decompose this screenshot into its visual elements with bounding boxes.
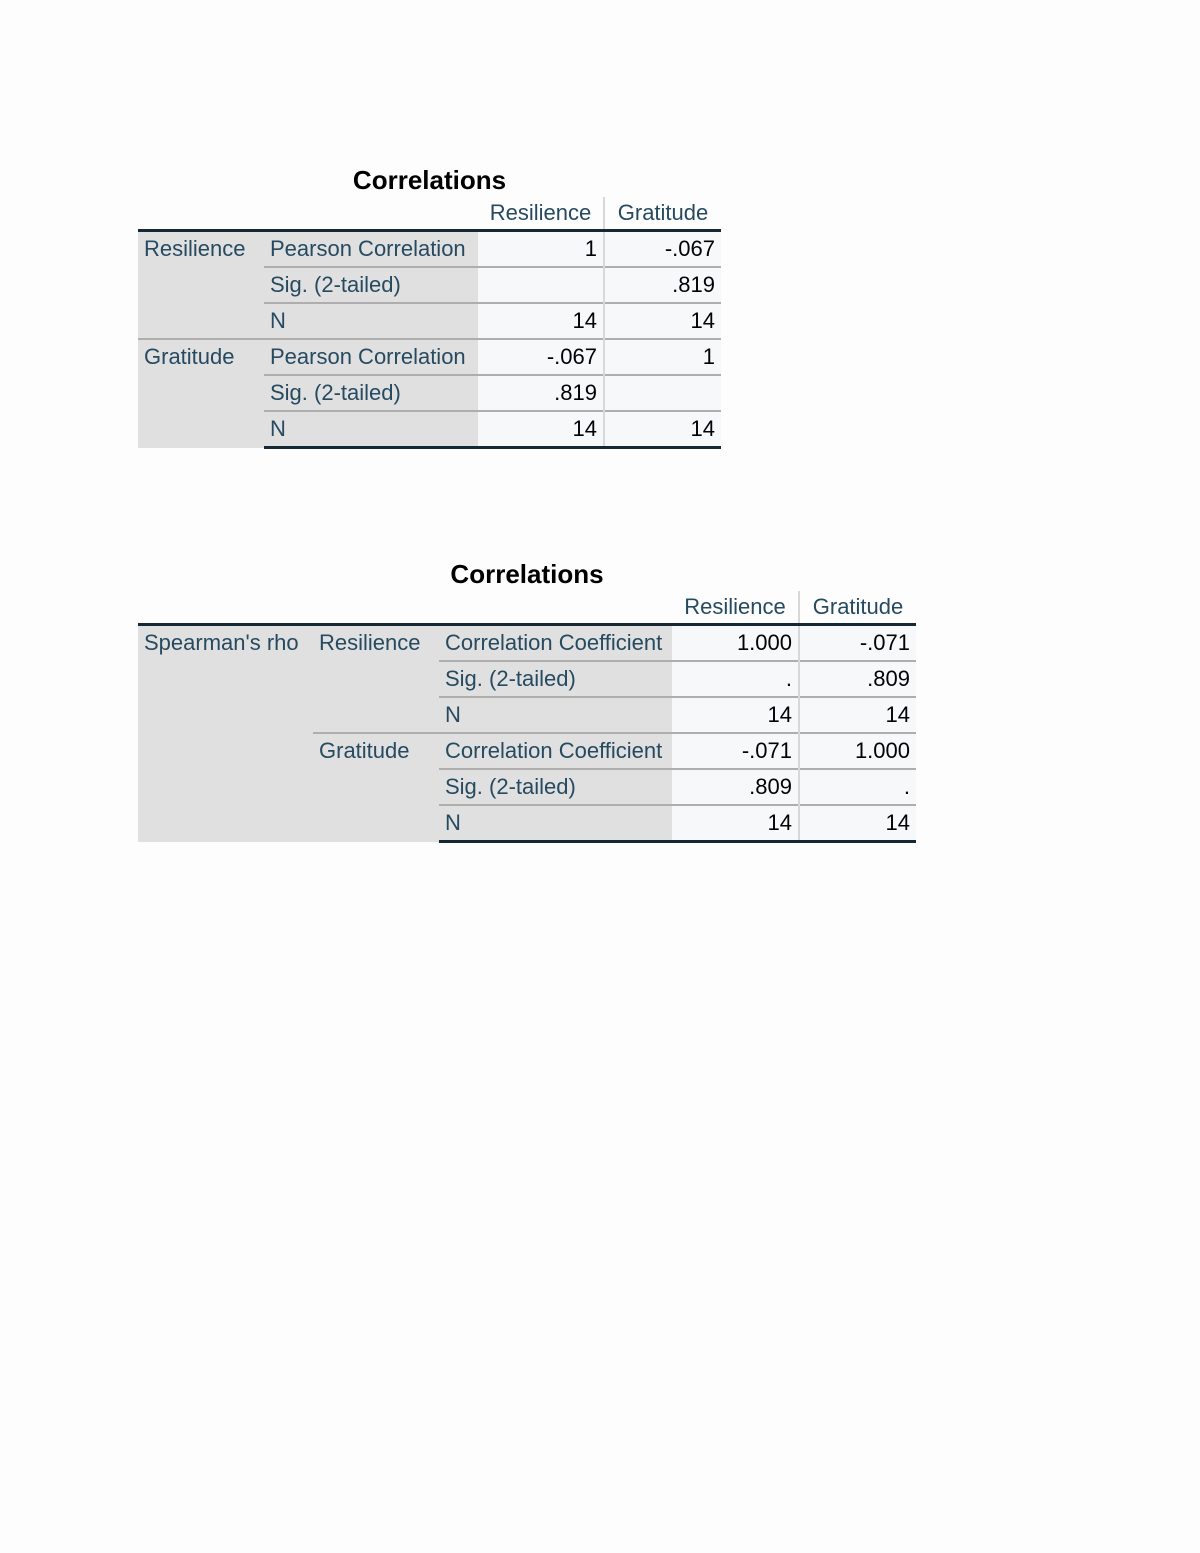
method-label: Spearman's rho (138, 625, 313, 842)
spearman-table (138, 591, 916, 843)
stat-label: N (439, 805, 672, 842)
stat-label: N (264, 411, 478, 448)
stat-label: N (439, 697, 672, 733)
stat-label: Correlation Coefficient (439, 733, 672, 769)
cell-value: 1.000 (799, 733, 916, 769)
cell-value: 14 (799, 805, 916, 842)
header-corner (138, 197, 478, 231)
header-row (138, 197, 721, 231)
header-corner (138, 591, 672, 625)
cell-value (604, 375, 721, 411)
header-row (138, 591, 916, 625)
stat-label: Sig. (2-tailed) (264, 375, 478, 411)
cell-value: 14 (478, 411, 604, 448)
stat-label: Pearson Correlation (264, 231, 478, 268)
table-title: Correlations (352, 165, 507, 195)
cell-value: . (799, 769, 916, 805)
cell-value: -.071 (799, 625, 916, 662)
cell-value: 1 (604, 339, 721, 375)
col-header-resilience: Resilience (684, 594, 786, 619)
cell-value: 1.000 (672, 625, 799, 662)
stat-label: Sig. (2-tailed) (264, 267, 478, 303)
pearson-table (138, 197, 721, 449)
table-row (138, 231, 721, 268)
row-group-label: Gratitude (138, 339, 264, 448)
cell-value: -.067 (478, 339, 604, 375)
cell-value: 14 (478, 303, 604, 339)
cell-value: 14 (672, 697, 799, 733)
pearson-correlations-table (138, 165, 721, 449)
row-group-label: Resilience (138, 231, 264, 340)
cell-value: 14 (604, 411, 721, 448)
spearman-correlations-table (138, 559, 916, 843)
stat-label: Correlation Coefficient (439, 625, 672, 662)
cell-value: .809 (672, 769, 799, 805)
cell-value: .809 (799, 661, 916, 697)
cell-value: -.067 (604, 231, 721, 268)
col-header-gratitude: Gratitude (799, 591, 916, 625)
row-group-label: Resilience (313, 625, 439, 734)
table-row (138, 625, 916, 662)
stat-label: Sig. (2-tailed) (439, 661, 672, 697)
cell-value: 14 (799, 697, 916, 733)
cell-value: -.071 (672, 733, 799, 769)
cell-value: .819 (478, 375, 604, 411)
row-group-label: Gratitude (313, 733, 439, 842)
cell-value: 14 (604, 303, 721, 339)
cell-value: . (672, 661, 799, 697)
stat-label: Sig. (2-tailed) (439, 769, 672, 805)
cell-value: 14 (672, 805, 799, 842)
col-header-resilience: Resilience (489, 200, 592, 225)
cell-value (478, 267, 604, 303)
cell-value: 1 (478, 231, 604, 268)
col-header-gratitude: Gratitude (604, 197, 721, 231)
stat-label: N (264, 303, 478, 339)
table-row (138, 339, 721, 375)
stat-label: Pearson Correlation (264, 339, 478, 375)
cell-value: .819 (604, 267, 721, 303)
table-title: Correlations (450, 559, 604, 589)
